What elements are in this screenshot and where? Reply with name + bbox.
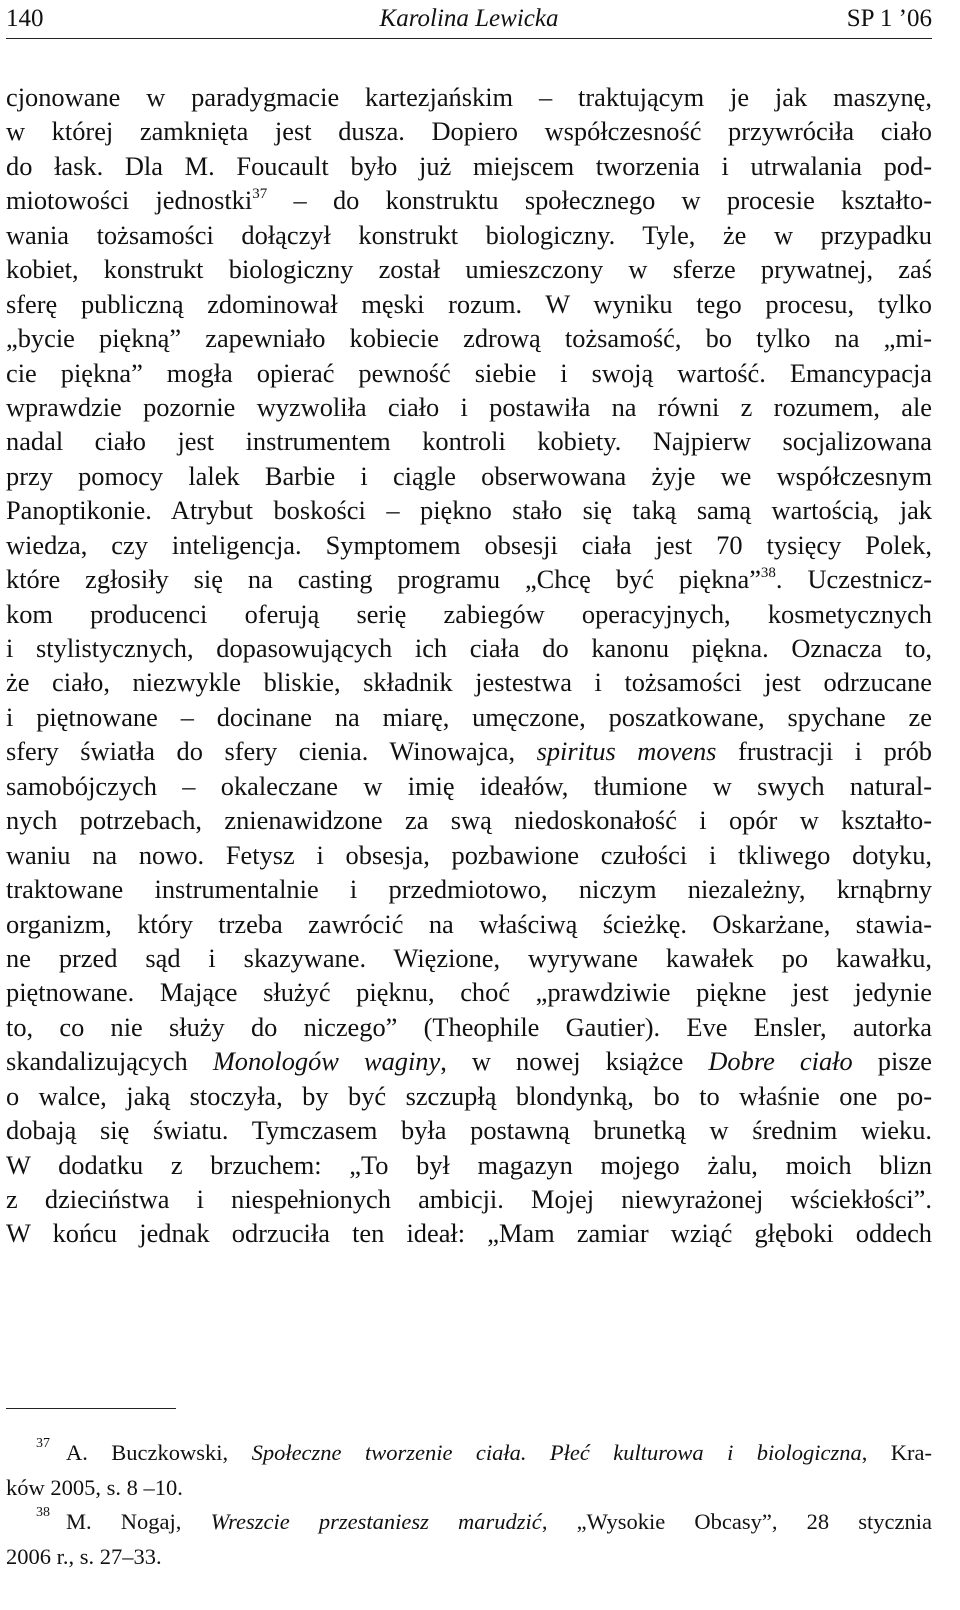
text-line: do łask. Dla M. Foucault było już miejscem tworzenia i utrwalania pod-	[6, 150, 932, 181]
text-span: M. Nogaj,	[66, 1509, 211, 1534]
text-line: i stylistycznych, dopasowujących ich ciała do kanonu piękna. Oznacza to,	[6, 633, 932, 663]
footnote-ref-38[interactable]: 38	[760, 565, 776, 582]
page-number: 140	[6, 5, 44, 32]
text-line: kom producenci oferują serię zabiegów operacyjnych, kosmetycznych	[6, 598, 932, 629]
text-line	[6, 562, 932, 596]
text-span: , Kra-	[861, 1440, 932, 1465]
text-span: miotowości jednostki	[6, 185, 253, 216]
italic-term: spiritus movens	[536, 736, 717, 767]
italic-book-title: Społeczne tworzenie ciała. Płeć kulturowa i biologiczna	[251, 1440, 862, 1465]
text-line: samobójczych – okaleczane w imię ideałów, tłumione w swych natural-	[6, 770, 932, 801]
text-line: to, co nie służy do niczego” (Theophile Gautier). Eve Ensler, autorka	[6, 1011, 932, 1042]
footnote-mark-38: 38	[36, 1505, 50, 1520]
text-span: – do konstruktu społecznego w procesie kształto-	[267, 185, 932, 216]
text-span: . Uczestnicz-	[775, 564, 932, 595]
text-line: wiedza, czy inteligencja. Symptomem obsesji ciała jest 70 tysięcy Polek,	[6, 529, 932, 560]
text-line: nych potrzebach, znienawidzone za swą niedoskonałość i opór w kształto-	[6, 805, 932, 836]
text-span: pisze	[852, 1046, 932, 1077]
italic-book-title: Monologów waginy	[212, 1046, 441, 1077]
text-line: „bycie piękną” zapewniało kobiecie zdrową tożsamość, bo tylko na „mi-	[6, 323, 932, 354]
italic-article-title: Wreszcie przestaniesz marudzić	[210, 1509, 542, 1534]
text-line: waniu na nowo. Fetysz i obsesja, pozbawione czułości i tkliwego dotyku,	[6, 839, 932, 870]
text-line: kobiet, konstrukt biologiczny został umieszczony w sferze prywatnej, zaś	[6, 254, 932, 285]
footnote-mark-37: 37	[36, 1436, 50, 1451]
text-line: i piętnowane – docinane na miarę, umęczone, poszatkowane, spychane ze	[6, 701, 932, 732]
footnotes	[6, 1436, 932, 1574]
text-line	[6, 734, 932, 768]
running-header	[6, 0, 932, 38]
text-line: w której zamknięta jest dusza. Dopiero współczesność przywróciła ciało	[6, 116, 932, 147]
text-line: z dzieciństwa i niespełnionych ambicji. Mojej niewyrażonej wściekłości”.	[6, 1184, 932, 1214]
text-line: dobają się światu. Tymczasem była postawną brunetką w średnim wieku.	[6, 1115, 932, 1146]
running-title-author: Karolina Lewicka	[379, 5, 559, 32]
text-span: A. Buczkowski,	[66, 1440, 252, 1465]
text-span: , w nowej książce	[440, 1046, 709, 1077]
footnote-38-line: 2006 r., s. 27–33.	[6, 1543, 162, 1569]
italic-book-title: Dobre ciało	[708, 1046, 853, 1077]
text-line: cie piękna” mogła opierać pewność siebie i swoją wartość. Emancypacja	[6, 357, 932, 388]
text-line: wania tożsamości dołączył konstrukt biologiczny. Tyle, że w przypadku	[6, 219, 932, 250]
text-span: sfery światła do sfery cienia. Winowajca,	[6, 736, 537, 767]
text-span: frustracji i prób	[716, 736, 932, 767]
text-span: które zgłosiły się na casting programu „Chcę być piękna”	[6, 564, 761, 595]
text-line: przy pomocy lalek Barbie i ciągle obserwowana żyje we współczesnym	[6, 460, 932, 491]
body-text	[6, 80, 932, 1251]
text-line: ne przed sąd i skazywane. Więzione, wyrywane kawałek po kawałku,	[6, 942, 932, 973]
text-line: piętnowane. Mające służyć pięknu, choć „prawdziwie piękne jest jedynie	[6, 977, 932, 1008]
text-line: W dodatku z brzuchem: „To był magazyn mojego żalu, moich blizn	[6, 1149, 932, 1180]
footnote-rule	[6, 1408, 176, 1409]
text-line: organizm, który trzeba zawrócić na właściwą ścieżkę. Oskarżane, stawia-	[6, 908, 932, 939]
footnote-38-line	[6, 1505, 932, 1540]
text-line	[6, 183, 932, 217]
footnote-37-line	[6, 1436, 932, 1471]
footnote-37-line: ków 2005, s. 8 –10.	[6, 1474, 183, 1500]
text-line: cjonowane w paradygmacie kartezjańskim – traktującym je jak maszynę,	[6, 82, 932, 112]
header-rule	[6, 38, 932, 39]
text-line: Panoptikonie. Atrybut boskości – piękno stało się taką samą wartością, jak	[6, 495, 932, 526]
text-line	[6, 1044, 932, 1078]
text-line: traktowane instrumentalnie i przedmiotowo, niczym niezależny, krnąbrny	[6, 874, 932, 905]
footnote-ref-37[interactable]: 37	[252, 186, 268, 203]
text-line: że ciało, niezwykle bliskie, składnik jestestwa i tożsamości jest odrzucane	[6, 667, 932, 698]
text-line: W końcu jednak odrzuciła ten ideał: „Mam zamiar wziąć głęboki oddech	[6, 1218, 932, 1249]
journal-issue: SP 1 ’06	[846, 5, 932, 32]
text-line: wprawdzie pozornie wyzwoliła ciało i postawiła na równi z rozumem, ale	[6, 391, 932, 422]
text-line: nadal ciało jest instrumentem kontroli kobiety. Najpierw socjalizowana	[6, 426, 932, 457]
text-span: , „Wysokie Obcasy”, 28 stycznia	[541, 1509, 933, 1534]
text-span: skandalizujących	[6, 1046, 213, 1077]
text-line: sferę publiczną zdominował męski rozum. W wyniku tego procesu, tylko	[6, 288, 932, 319]
text-line: o walce, jaką stoczyła, by być szczupłą blondynką, bo to właśnie one po-	[6, 1080, 932, 1111]
